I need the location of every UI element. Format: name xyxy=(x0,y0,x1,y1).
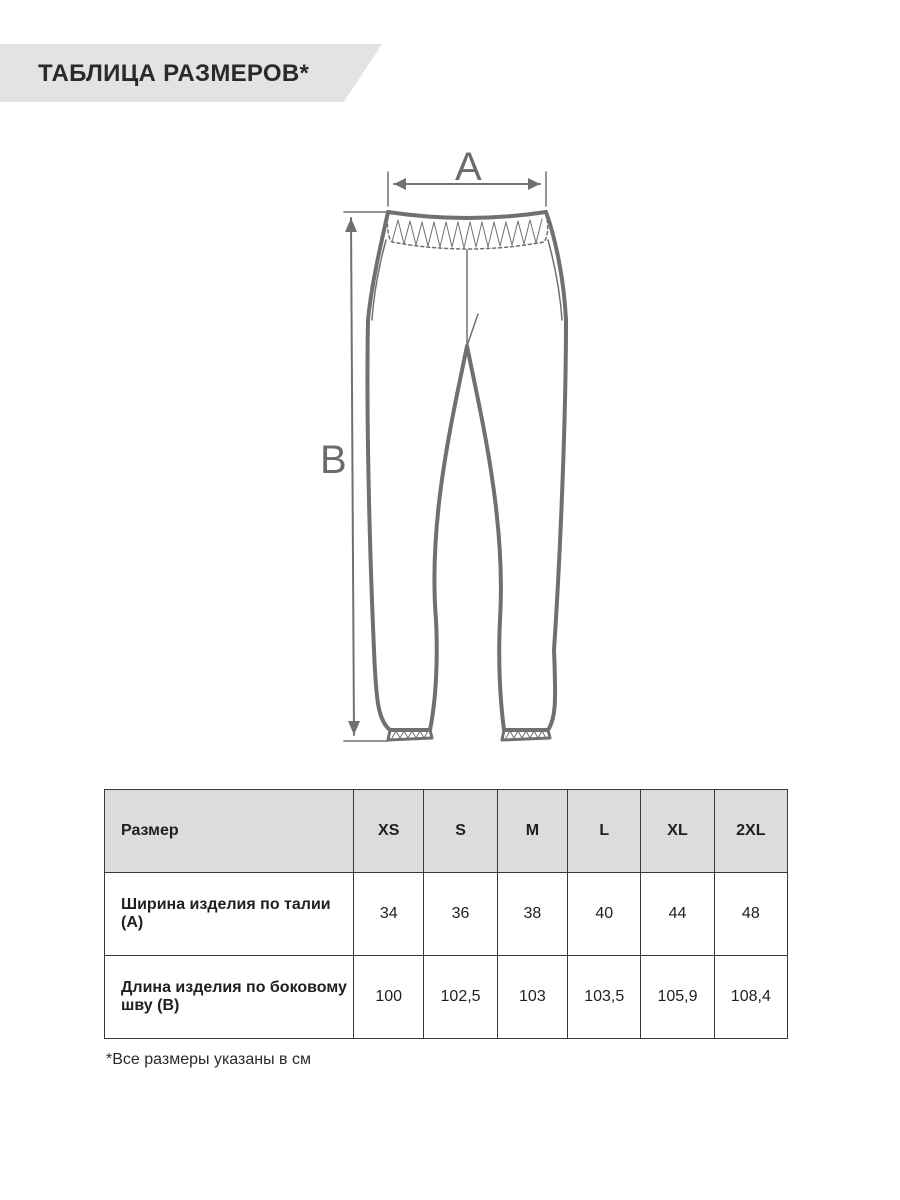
size-table xyxy=(104,789,788,1039)
table-header-row xyxy=(105,790,788,873)
dimension-b-label: B xyxy=(320,438,347,482)
table-cell: 100 xyxy=(354,956,424,1039)
table-cell: 36 xyxy=(424,873,497,956)
size-header-xs: XS xyxy=(354,790,424,873)
table-row xyxy=(105,873,788,956)
dimension-a-label: A xyxy=(455,145,482,189)
table-cell: 44 xyxy=(641,873,714,956)
table-cell: 103,5 xyxy=(568,956,641,1039)
row-label: Ширина изделия по талии (А) xyxy=(105,873,354,956)
table-cell: 38 xyxy=(497,873,567,956)
table-cell: 40 xyxy=(568,873,641,956)
size-header-label: Размер xyxy=(105,790,354,873)
table-row xyxy=(105,956,788,1039)
size-header-l: L xyxy=(568,790,641,873)
footnote: *Все размеры указаны в см xyxy=(106,1051,311,1068)
table-cell: 34 xyxy=(354,873,424,956)
size-header-xl: XL xyxy=(641,790,714,873)
size-header-2xl: 2XL xyxy=(714,790,787,873)
table-cell: 48 xyxy=(714,873,787,956)
table-cell: 105,9 xyxy=(641,956,714,1039)
row-label: Длина изделия по боковому шву (В) xyxy=(105,956,354,1039)
table-cell: 103 xyxy=(497,956,567,1039)
size-header-s: S xyxy=(424,790,497,873)
table-cell: 108,4 xyxy=(714,956,787,1039)
table-cell: 102,5 xyxy=(424,956,497,1039)
size-header-m: M xyxy=(497,790,567,873)
page-title: ТАБЛИЦА РАЗМЕРОВ* xyxy=(38,60,310,87)
